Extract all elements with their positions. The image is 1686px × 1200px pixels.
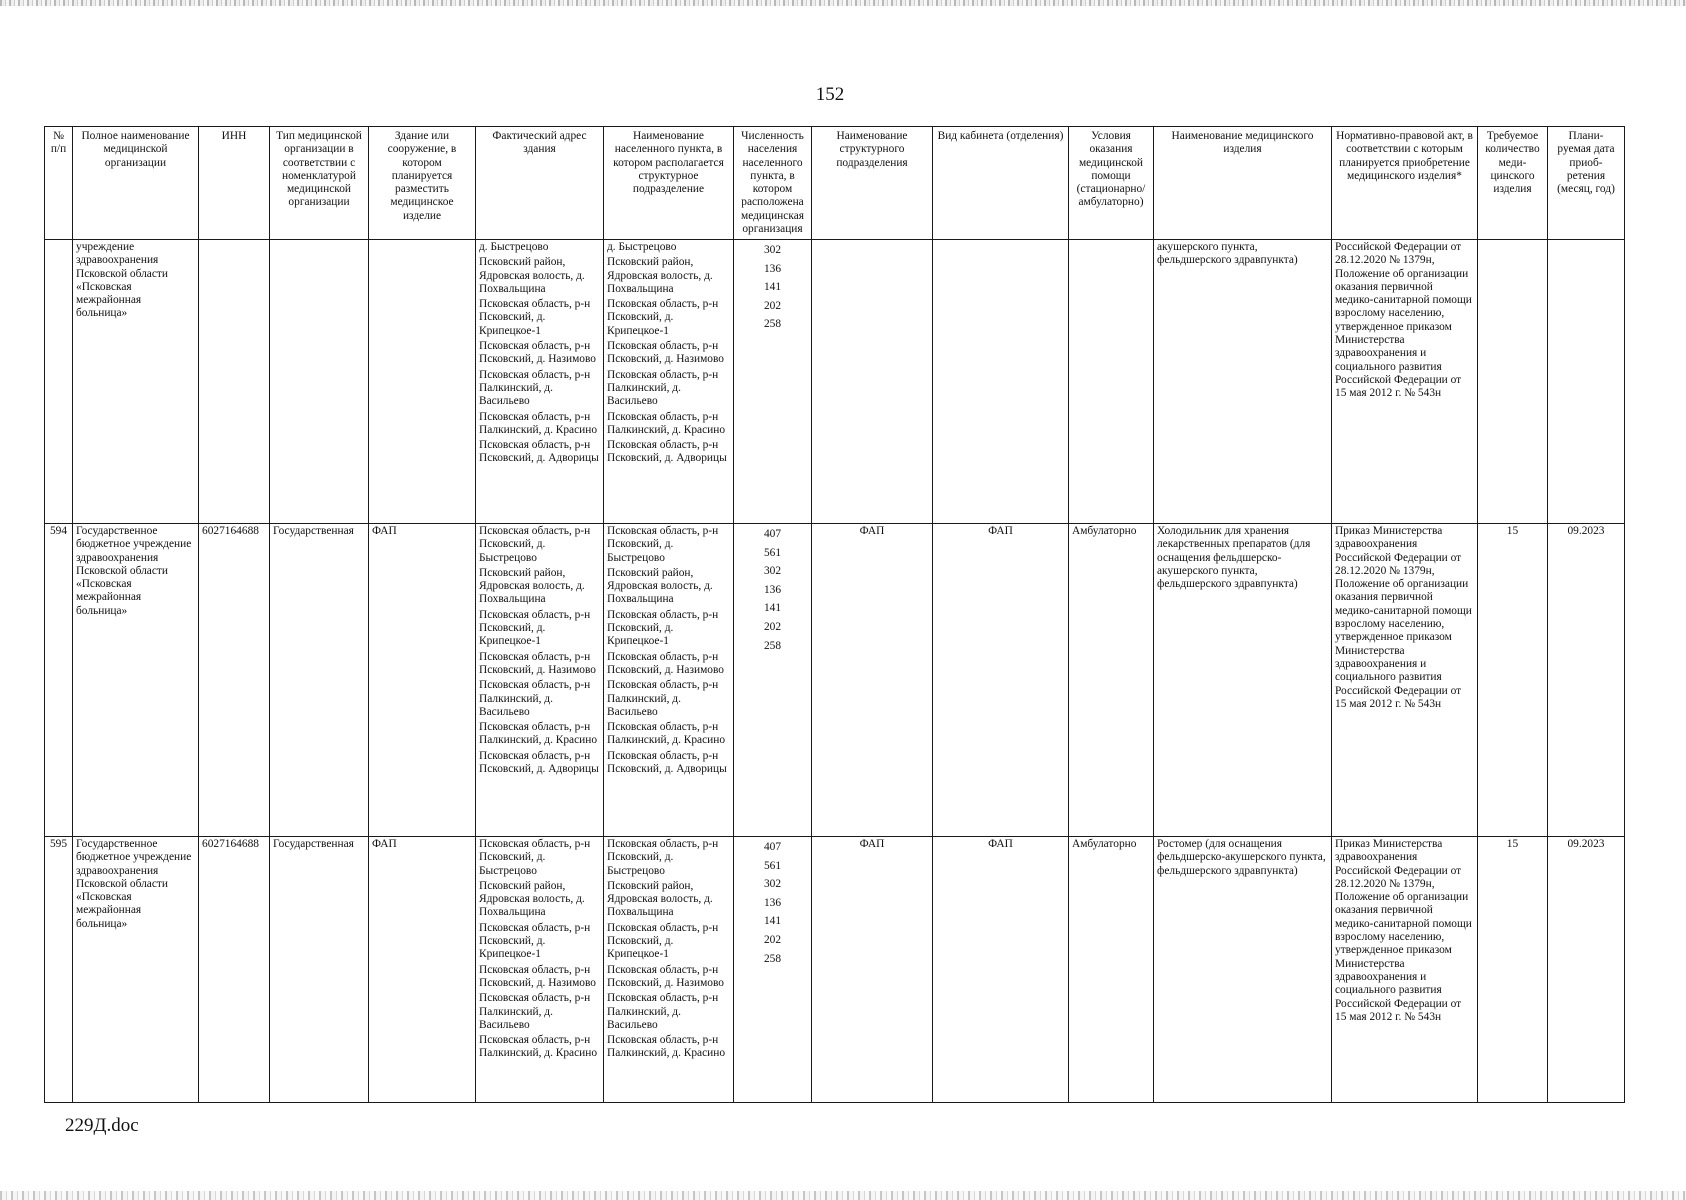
population-value: 561 bbox=[763, 859, 782, 872]
settlement-line: Псковская область, р-н Псковский, д. Назимово bbox=[607, 650, 724, 676]
cell-act: Российской Федерации от 28.12.2020 № 1379н, Положение об организации оказания первичной медико-санитарной помощи взрослому населению, утвержденное приказом Министерства здравоохранения и социального развития Российской Федерации от 15 мая 2012 г. № 543н bbox=[1332, 240, 1478, 524]
settlement-line: Псковский район, Ядровская волость, д. Похвальщина bbox=[607, 566, 713, 606]
population-value: 258 bbox=[763, 952, 782, 965]
cell-act: Приказ Министерства здравоохранения Российской Федерации от 28.12.2020 № 1379н, Положение об организации оказания первичной медико-санитарной помощи взрослому населению, утвержденное приказом Министерства здравоохранения и социального развития Российской Федерации от 15 мая 2012 г. № 543н bbox=[1332, 837, 1478, 1103]
footer-file-name: 229Д.doc bbox=[65, 1115, 139, 1136]
header-settlement: Наименование населенного пункта, в котором располагается структурное подразделение bbox=[604, 127, 734, 240]
cell-num: 595 bbox=[45, 837, 73, 1103]
settlement-line: Псковский район, Ядровская волость, д. Похвальщина bbox=[607, 879, 713, 919]
page-number: 152 bbox=[815, 84, 845, 105]
address-line: Псковская область, р-н Палкинский, д. Красино bbox=[479, 410, 598, 436]
address-line: Псковская область, р-н Псковский, д. Назимово bbox=[479, 963, 596, 989]
cell-qty: 15 bbox=[1478, 524, 1548, 837]
address-line: Псковская область, р-н Псковский, д. Крипецкое-1 bbox=[479, 298, 591, 337]
cell-unit: ФАП bbox=[812, 837, 933, 1103]
header-org: Полное наименование медицинской организации bbox=[73, 127, 199, 240]
cell-org: учреждение здравоохранения Псковской области «Псковская межрайонная больница» bbox=[73, 240, 199, 524]
table-body bbox=[45, 240, 1625, 1103]
population-value: 302 bbox=[763, 565, 782, 578]
scan-edge-bottom bbox=[0, 1191, 1686, 1200]
cell-date: 09.2023 bbox=[1548, 837, 1625, 1103]
address-line: Псковская область, р-н Псковский, д. Назимово bbox=[479, 340, 596, 366]
cell-act: Приказ Министерства здравоохранения Российской Федерации от 28.12.2020 № 1379н, Положение об организации оказания первичной медико-санитарной помощи взрослому населению, утвержденное приказом Министерства здравоохранения и социального развития Российской Федерации от 15 мая 2012 г. № 543н bbox=[1332, 524, 1478, 837]
address-line: Псковская область, р-н Палкинский, д. Васильево bbox=[479, 679, 591, 718]
settlement-line: Псковская область, р-н Палкинский, д. Красино bbox=[607, 1034, 726, 1060]
cell-conditions: Амбулаторно bbox=[1069, 524, 1154, 837]
cell-cabinet: ФАП bbox=[933, 524, 1069, 837]
header-num: № п/п bbox=[45, 127, 73, 240]
table-row bbox=[45, 837, 1625, 1103]
population-value: 407 bbox=[763, 841, 782, 853]
header-device: Наименование медицинского изделия bbox=[1154, 127, 1332, 240]
settlement-line: Псковская область, р-н Псковский, д. Крипецкое-1 bbox=[607, 608, 719, 648]
settlement-line: Псковская область, р-н Псковский, д. Назимово bbox=[607, 963, 724, 989]
cell-address bbox=[476, 837, 604, 1103]
population-value: 302 bbox=[763, 244, 782, 256]
cell-building: ФАП bbox=[369, 837, 476, 1103]
cell-building: ФАП bbox=[369, 524, 476, 837]
settlement-line: Псковская область, р-н Псковский, д. Быстрецово bbox=[607, 838, 719, 877]
table-row bbox=[45, 240, 1625, 524]
population-value: 141 bbox=[763, 915, 782, 928]
address-line: Псковская область, р-н Псковский, д. Крипецкое-1 bbox=[479, 921, 591, 961]
cell-address bbox=[476, 240, 604, 524]
settlement-line: Псковская область, р-н Палкинский, д. Васильево bbox=[607, 679, 719, 718]
cell-settlement bbox=[604, 240, 734, 524]
address-line: Псковская область, р-н Палкинский, д. Васильево bbox=[479, 368, 591, 408]
cell-type bbox=[270, 240, 369, 524]
settlement-line: Псковская область, р-н Псковский, д. Адворицы bbox=[607, 749, 727, 776]
settlement-line: д. Быстрецово bbox=[607, 241, 677, 253]
settlement-line: Псковская область, р-н Псковский, д. Адворицы bbox=[607, 439, 727, 465]
cell-qty: 15 bbox=[1478, 837, 1548, 1103]
settlement-line: Псковская область, р-н Палкинский, д. Красино bbox=[607, 410, 726, 436]
cell-address bbox=[476, 524, 604, 837]
scan-edge-top bbox=[0, 0, 1686, 6]
address-line: Псковская область, р-н Псковский, д. Крипецкое-1 bbox=[479, 608, 591, 648]
settlement-line: Псковская область, р-н Палкинский, д. Васильево bbox=[607, 992, 719, 1031]
header-population: Численность населения населенного пункта, в котором расположена медицинская организация bbox=[734, 127, 812, 240]
cell-date bbox=[1548, 240, 1625, 524]
address-line: Псковская область, р-н Псковский, д. Адворицы bbox=[479, 749, 599, 776]
settlement-line: Псковская область, р-н Псковский, д. Крипецкое-1 bbox=[607, 298, 719, 337]
population-value: 202 bbox=[763, 299, 782, 312]
cell-num bbox=[45, 240, 73, 524]
header-inn: ИНН bbox=[199, 127, 270, 240]
cell-cabinet: ФАП bbox=[933, 837, 1069, 1103]
header-address: Фактический адрес здания bbox=[476, 127, 604, 240]
cell-population bbox=[734, 837, 812, 1103]
cell-conditions: Амбулаторно bbox=[1069, 837, 1154, 1103]
cell-device: Холодильник для хранения лекарственных препаратов (для оснащения фельдшерско-акушерского пункта, фельдшерского здравпункта) bbox=[1154, 524, 1332, 837]
equipment-table bbox=[44, 126, 1625, 1103]
cell-device: Ростомер (для оснащения фельдшерско-акушерского пункта, фельдшерского здравпункта) bbox=[1154, 837, 1332, 1103]
settlement-line: Псковская область, р-н Палкинский, д. Красино bbox=[607, 721, 726, 747]
cell-num: 594 bbox=[45, 524, 73, 837]
settlement-line: Псковская область, р-н Псковский, д. Крипецкое-1 bbox=[607, 921, 719, 961]
population-value: 141 bbox=[763, 281, 782, 294]
address-line: Псковский район, Ядровская волость, д. Похвальщина bbox=[479, 566, 585, 606]
header-qty: Требуемое количество меди- цинского изделия bbox=[1478, 127, 1548, 240]
population-value: 561 bbox=[763, 546, 782, 559]
cell-building bbox=[369, 240, 476, 524]
address-line: Псковская область, р-н Палкинский, д. Васильево bbox=[479, 992, 591, 1031]
address-line: Псковский район, Ядровская волость, д. Похвальщина bbox=[479, 879, 585, 919]
population-value: 258 bbox=[763, 639, 782, 652]
settlement-line: Псковская область, р-н Палкинский, д. Васильево bbox=[607, 368, 719, 408]
cell-type: Государственная bbox=[270, 837, 369, 1103]
header-act: Нормативно-правовой акт, в соответствии с которым планируется приобретение медицинского изделия* bbox=[1332, 127, 1478, 240]
cell-unit bbox=[812, 240, 933, 524]
population-value: 202 bbox=[763, 933, 782, 946]
population-value: 136 bbox=[763, 896, 782, 909]
cell-inn: 6027164688 bbox=[199, 837, 270, 1103]
header-date: Плани- руемая дата приоб- ретения (месяц, год) bbox=[1548, 127, 1625, 240]
address-line: Псковская область, р-н Палкинский, д. Красино bbox=[479, 1034, 598, 1060]
settlement-line: Псковская область, р-н Псковский, д. Быстрецово bbox=[607, 525, 719, 564]
cell-cabinet bbox=[933, 240, 1069, 524]
population-value: 141 bbox=[763, 602, 782, 615]
header-type: Тип медицинской организации в соответствии с номенклатурой медицинской организации bbox=[270, 127, 369, 240]
header-unit: Наименование структурного подразделения bbox=[812, 127, 933, 240]
cell-device: акушерского пункта, фельдшерского здравпункта) bbox=[1154, 240, 1332, 524]
table-row bbox=[45, 524, 1625, 837]
cell-org: Государственное бюджетное учреждение здравоохранения Псковской области «Псковская межрайонная больница» bbox=[73, 837, 199, 1103]
address-line: Псковская область, р-н Псковский, д. Адворицы bbox=[479, 439, 599, 465]
population-value: 302 bbox=[763, 878, 782, 891]
address-line: Псковская область, р-н Псковский, д. Быстрецово bbox=[479, 525, 591, 564]
cell-date: 09.2023 bbox=[1548, 524, 1625, 837]
cell-settlement bbox=[604, 837, 734, 1103]
table-header bbox=[45, 127, 1625, 240]
cell-inn: 6027164688 bbox=[199, 524, 270, 837]
cell-settlement bbox=[604, 524, 734, 837]
population-value: 136 bbox=[763, 583, 782, 596]
cell-qty bbox=[1478, 240, 1548, 524]
cell-population bbox=[734, 240, 812, 524]
address-line: Псковская область, р-н Псковский, д. Быстрецово bbox=[479, 838, 591, 877]
address-line: Псковская область, р-н Палкинский, д. Красино bbox=[479, 721, 598, 747]
address-line: Псковская область, р-н Псковский, д. Назимово bbox=[479, 650, 596, 676]
header-building: Здание или сооружение, в котором планируется разместить медицинское изделие bbox=[369, 127, 476, 240]
population-value: 407 bbox=[763, 528, 782, 540]
population-value: 258 bbox=[763, 318, 782, 331]
address-line: д. Быстрецово bbox=[479, 241, 549, 253]
cell-conditions bbox=[1069, 240, 1154, 524]
cell-unit: ФАП bbox=[812, 524, 933, 837]
settlement-line: Псковский район, Ядровская волость, д. Похвальщина bbox=[607, 256, 713, 295]
header-cabinet: Вид кабинета (отделения) bbox=[933, 127, 1069, 240]
cell-type: Государственная bbox=[270, 524, 369, 837]
cell-population bbox=[734, 524, 812, 837]
population-value: 136 bbox=[763, 262, 782, 275]
header-conditions: Условия оказания медицинской помощи (стационарно/ амбулаторно) bbox=[1069, 127, 1154, 240]
settlement-line: Псковская область, р-н Псковский, д. Назимово bbox=[607, 340, 724, 366]
population-value: 202 bbox=[763, 620, 782, 633]
cell-inn bbox=[199, 240, 270, 524]
address-line: Псковский район, Ядровская волость, д. Похвальщина bbox=[479, 256, 585, 295]
cell-org: Государственное бюджетное учреждение здравоохранения Псковской области «Псковская межрайонная больница» bbox=[73, 524, 199, 837]
